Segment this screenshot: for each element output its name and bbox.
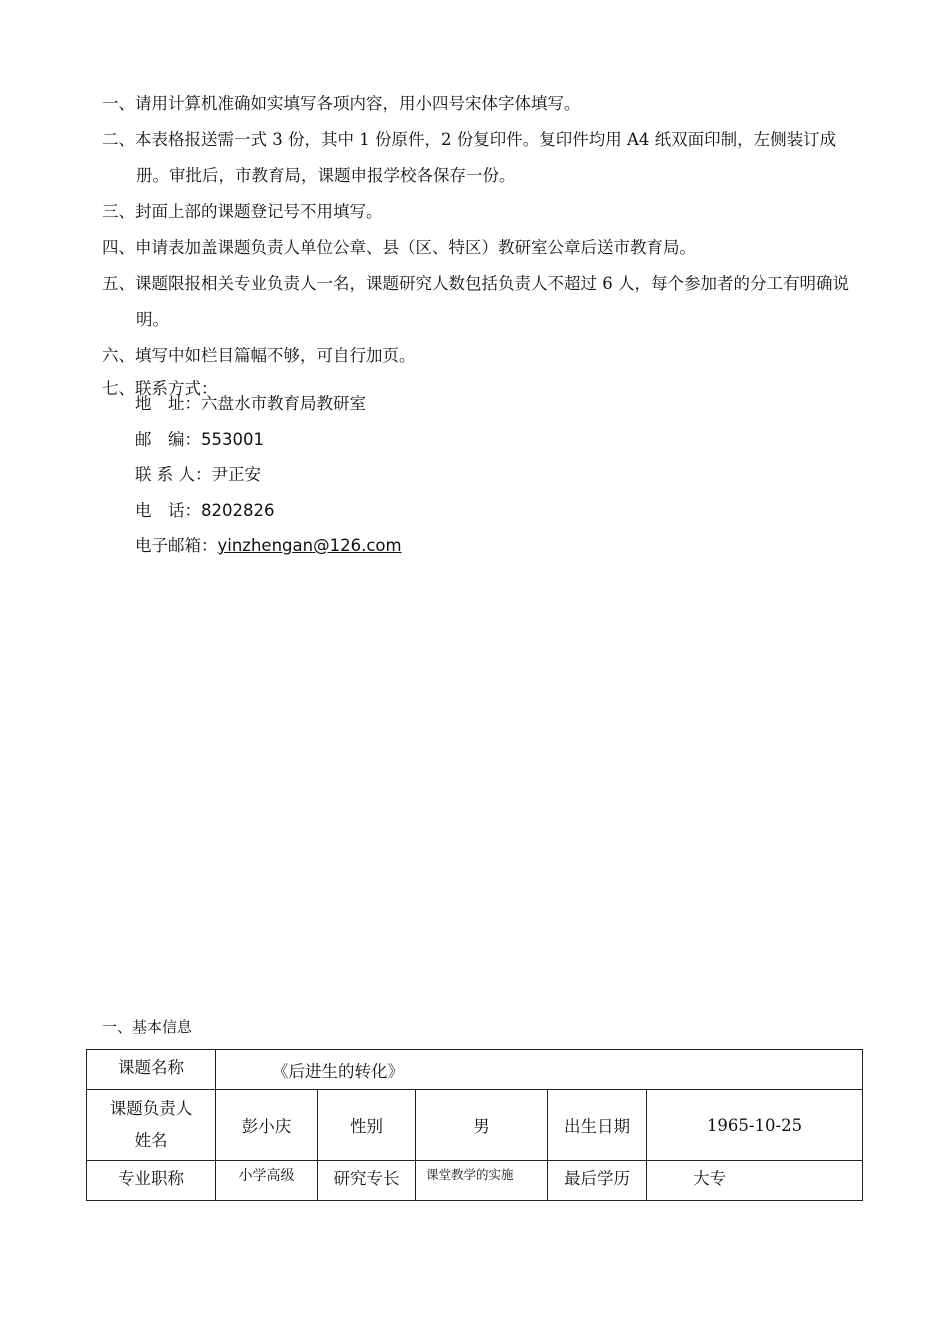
- education-value: 大专: [647, 1161, 863, 1201]
- contact-postcode: [135, 422, 402, 458]
- phone-value: 8202826: [201, 500, 275, 520]
- gender-value: 男: [416, 1090, 548, 1161]
- postcode-label: 邮 编：: [135, 429, 201, 449]
- instruction-item-4: 四、申请表加盖课题负责人单位公章、县（区、特区）教研室公章后送市教育局。: [102, 238, 696, 257]
- instruction-item-6: 六、填写中如栏目篇幅不够，可自行加页。: [102, 346, 416, 365]
- education-label: 最后学历: [548, 1161, 647, 1201]
- table-row: [87, 1050, 863, 1090]
- contact-address: [135, 386, 402, 422]
- instruction-item-5: 五、课题限报相关专业负责人一名，课题研究人数包括负责人不超过 6 人，每个参加者的分工有明确说明。: [102, 274, 849, 329]
- instructions-list: [102, 86, 862, 404]
- table-row: [87, 1090, 863, 1161]
- contact-phone: [135, 493, 402, 529]
- person-value: 尹正安: [211, 465, 261, 484]
- person-label: 联 系 人：: [135, 465, 212, 484]
- leader-label: 课题负责人 姓名: [87, 1090, 216, 1161]
- gender-label: 性别: [318, 1090, 416, 1161]
- topic-name-label: 课题名称: [87, 1050, 216, 1090]
- basic-info-table: [86, 1049, 863, 1201]
- email-link[interactable]: yinzhengan@126.com: [217, 536, 402, 555]
- email-label: 电子邮箱：: [135, 536, 218, 555]
- table-row: [87, 1161, 863, 1201]
- topic-name-value: 《后进生的转化》: [216, 1050, 863, 1090]
- contact-heading: 七、联系方式：: [102, 379, 218, 398]
- contact-person: [135, 457, 402, 493]
- birth-value: 1965-10-25: [647, 1090, 863, 1161]
- contact-email: [135, 528, 402, 564]
- specialty-label: 研究专长: [318, 1161, 416, 1201]
- instruction-item-1: 一、请用计算机准确如实填写各项内容，用小四号宋体字体填写。: [102, 94, 581, 113]
- leader-name: 彭小庆: [216, 1090, 318, 1161]
- postcode-value: 553001: [201, 429, 264, 449]
- instruction-item-2: 二、本表格报送需一式 3 份，其中 1 份原件，2 份复印件。复印件均用 A4 纸双面印制，左侧装订成册。审批后，市教育局，课题申报学校各保存一份。: [102, 130, 837, 185]
- section-title-basic-info: 一、基本信息: [102, 1018, 193, 1036]
- title-value: 小学高级: [216, 1161, 318, 1201]
- address-value: 六盘水市教育局教研室: [201, 394, 366, 413]
- address-label: 地 址：: [135, 394, 201, 413]
- birth-label: 出生日期: [548, 1090, 647, 1161]
- instruction-item-3: 三、封面上部的课题登记号不用填写。: [102, 202, 383, 221]
- contact-block: [135, 386, 402, 564]
- specialty-value: 课堂教学的实施: [416, 1161, 548, 1201]
- phone-label: 电 话：: [135, 500, 201, 520]
- title-label: 专业职称: [87, 1161, 216, 1201]
